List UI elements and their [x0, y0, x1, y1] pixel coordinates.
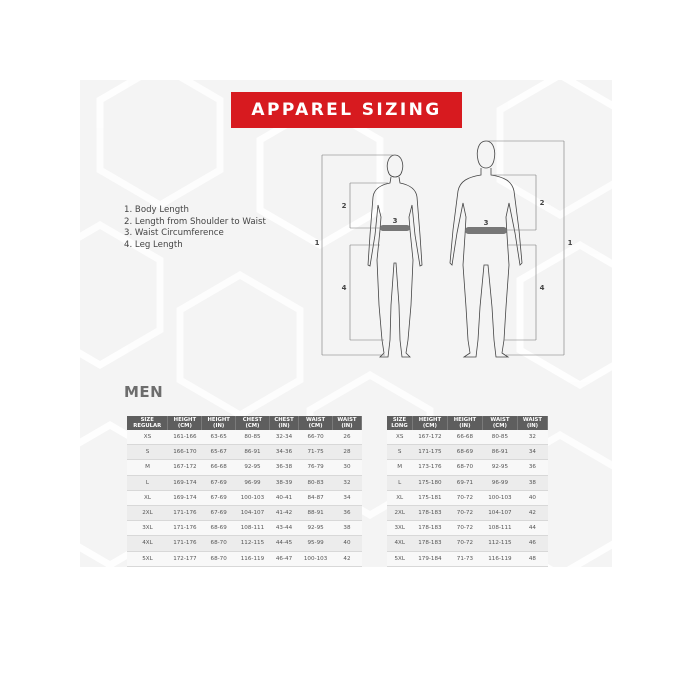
table-cell: 167-172	[168, 460, 202, 475]
size-table-long	[387, 416, 548, 567]
table-cell: 32	[517, 430, 547, 445]
table-cell: 169-174	[168, 490, 202, 505]
table-cell: 171-176	[168, 505, 202, 520]
header-row	[127, 416, 362, 430]
column-header-text: HEIGHT	[418, 417, 442, 423]
male-waist-band	[465, 227, 507, 234]
table-cell: 44	[517, 521, 547, 536]
table-cell: 36	[332, 505, 361, 520]
size-cell: 4XL	[127, 536, 168, 551]
table-cell: 84-87	[299, 490, 333, 505]
table-row	[387, 490, 548, 505]
table-cell: 178-183	[412, 505, 447, 520]
table-cell: 171-175	[412, 445, 447, 460]
table-row	[127, 430, 362, 445]
column-header-text: (IN)	[278, 423, 290, 429]
header-row	[387, 416, 548, 430]
table-cell: 104-107	[482, 505, 517, 520]
table-cell: 96-99	[236, 475, 270, 490]
column-header	[482, 416, 517, 430]
table-cell: 175-180	[412, 475, 447, 490]
table-cell: 67-69	[202, 475, 236, 490]
table-cell: 108-111	[236, 521, 270, 536]
page-title: APPAREL SIZING	[251, 100, 442, 120]
column-header	[447, 416, 482, 430]
size-cell: M	[387, 460, 412, 475]
table-cell: 71-75	[299, 445, 333, 460]
column-header-text: SIZE	[392, 417, 407, 423]
table-cell: 86-91	[236, 445, 270, 460]
table-cell: 166-170	[168, 445, 202, 460]
table-cell: 80-83	[299, 475, 333, 490]
table-cell: 66-68	[447, 430, 482, 445]
mark-4-female: 4	[341, 284, 347, 292]
table-cell: 88-91	[299, 505, 333, 520]
table-cell: 34	[517, 445, 547, 460]
column-header-text: (CM)	[177, 423, 192, 429]
column-header-text: (IN)	[459, 423, 471, 429]
size-cell: 3XL	[127, 521, 168, 536]
size-cell: S	[387, 445, 412, 460]
table-cell: 178-183	[412, 521, 447, 536]
column-header-text: SIZE	[140, 417, 154, 423]
table-cell: 36-38	[269, 460, 298, 475]
table-row	[387, 536, 548, 551]
column-header	[202, 416, 236, 430]
table-cell: 68-69	[447, 445, 482, 460]
table-cell: 38-39	[269, 475, 298, 490]
table-cell: 69-71	[447, 475, 482, 490]
table-cell: 95-99	[299, 536, 333, 551]
table-cell: 76-79	[299, 460, 333, 475]
size-cell: 5XL	[387, 551, 412, 566]
size-cell: 2XL	[127, 505, 168, 520]
table-cell: 67-69	[202, 505, 236, 520]
female-waist-band	[380, 225, 410, 231]
table-cell: 46-47	[269, 551, 298, 566]
size-cell: S	[127, 445, 168, 460]
column-header-text: WAIST	[490, 417, 510, 423]
table-row	[127, 536, 362, 551]
table-cell: 104-107	[236, 505, 270, 520]
table-cell: 96-99	[482, 475, 517, 490]
table-cell: 66-70	[299, 430, 333, 445]
table-cell: 63-65	[202, 430, 236, 445]
table-cell: 179-184	[412, 551, 447, 566]
size-cell: 4XL	[387, 536, 412, 551]
table-cell: 26	[332, 430, 361, 445]
column-header-text: CHEST	[242, 417, 263, 423]
section-label-men: MEN	[124, 383, 164, 401]
table-row	[127, 475, 362, 490]
table-cell: 34-36	[269, 445, 298, 460]
table-cell: 167-172	[412, 430, 447, 445]
table-row	[127, 460, 362, 475]
column-header-text: CHEST	[274, 417, 294, 423]
table-cell: 178-183	[412, 536, 447, 551]
female-figure	[368, 155, 422, 357]
table-cell: 67-69	[202, 490, 236, 505]
column-header-text: WAIST	[337, 417, 357, 423]
size-cell: XL	[127, 490, 168, 505]
table-cell: 32-34	[269, 430, 298, 445]
size-cell: L	[127, 475, 168, 490]
table-cell: 169-174	[168, 475, 202, 490]
table-cell: 48	[517, 551, 547, 566]
table-cell: 70-72	[447, 490, 482, 505]
column-header	[269, 416, 298, 430]
table-cell: 65-67	[202, 445, 236, 460]
column-header-text: (IN)	[213, 423, 225, 429]
table-row	[387, 445, 548, 460]
measure-guides	[322, 141, 564, 355]
table-cell: 46	[517, 536, 547, 551]
table-cell: 43-44	[269, 521, 298, 536]
table-row	[127, 521, 362, 536]
table-row	[387, 430, 548, 445]
column-header	[299, 416, 333, 430]
table-row	[387, 521, 548, 536]
table-cell: 70-72	[447, 521, 482, 536]
table-cell: 32	[332, 475, 361, 490]
legend-item: 2. Length from Shoulder to Waist	[124, 216, 266, 227]
table-cell: 42	[332, 551, 361, 566]
table-row	[127, 505, 362, 520]
column-header	[387, 416, 412, 430]
table-cell: 80-85	[482, 430, 517, 445]
table-cell: 171-176	[168, 536, 202, 551]
table-row	[127, 445, 362, 460]
measurement-legend	[124, 205, 266, 251]
table-cell: 70-72	[447, 536, 482, 551]
table-cell: 80-85	[236, 430, 270, 445]
table-cell: 92-95	[299, 521, 333, 536]
column-header	[236, 416, 270, 430]
size-cell: XL	[387, 490, 412, 505]
table-row	[387, 475, 548, 490]
size-cell: 2XL	[387, 505, 412, 520]
table-cell: 86-91	[482, 445, 517, 460]
table-cell: 68-70	[202, 551, 236, 566]
table-cell: 92-95	[236, 460, 270, 475]
table-cell: 100-103	[482, 490, 517, 505]
table-cell: 70-72	[447, 505, 482, 520]
table-row	[387, 505, 548, 520]
column-header-text: (IN)	[341, 423, 353, 429]
size-cell: 3XL	[387, 521, 412, 536]
table-row	[127, 551, 362, 566]
table-row	[127, 490, 362, 505]
table-cell: 68-70	[202, 536, 236, 551]
column-header	[412, 416, 447, 430]
mark-2-male: 2	[539, 199, 545, 207]
table-cell: 34	[332, 490, 361, 505]
legend-item: 4. Leg Length	[124, 239, 183, 250]
table-cell: 68-69	[202, 521, 236, 536]
table-cell: 40	[517, 490, 547, 505]
table-cell: 112-115	[482, 536, 517, 551]
column-header-text: (CM)	[308, 423, 323, 429]
column-header-text: HEIGHT	[173, 417, 197, 423]
column-header	[168, 416, 202, 430]
column-header-text: REGULAR	[133, 423, 162, 429]
column-header	[332, 416, 361, 430]
table-cell: 36	[517, 460, 547, 475]
column-header-text: LONG	[391, 423, 408, 429]
male-figure	[450, 141, 522, 357]
table-cell: 38	[332, 521, 361, 536]
table-cell: 92-95	[482, 460, 517, 475]
column-header-text: (IN)	[526, 423, 539, 429]
column-header	[517, 416, 547, 430]
size-cell: XS	[387, 430, 412, 445]
column-header-text: (CM)	[422, 423, 437, 429]
table-cell: 66-68	[202, 460, 236, 475]
table-cell: 172-177	[168, 551, 202, 566]
column-header-text: WAIST	[522, 417, 542, 423]
size-table-regular	[127, 416, 362, 567]
body-measurement-diagram	[300, 135, 600, 365]
table-cell: 108-111	[482, 521, 517, 536]
table-cell: 44-45	[269, 536, 298, 551]
table-cell: 71-73	[447, 551, 482, 566]
table-cell: 161-166	[168, 430, 202, 445]
title-banner	[231, 92, 462, 128]
table-cell: 41-42	[269, 505, 298, 520]
legend-item: 1. Body Length	[124, 205, 189, 215]
table-cell: 28	[332, 445, 361, 460]
table-cell: 100-103	[236, 490, 270, 505]
table-cell: 100-103	[299, 551, 333, 566]
table-cell: 40	[332, 536, 361, 551]
table-cell: 30	[332, 460, 361, 475]
table-cell: 40-41	[269, 490, 298, 505]
legend-item: 3. Waist Circumference	[124, 228, 224, 238]
table-cell: 116-119	[236, 551, 270, 566]
mark-4-male: 4	[539, 284, 545, 292]
table-row	[387, 551, 548, 566]
column-header-text: HEIGHT	[453, 417, 477, 423]
table-cell: 116-119	[482, 551, 517, 566]
column-header	[127, 416, 168, 430]
table-cell: 38	[517, 475, 547, 490]
table-cell: 171-176	[168, 521, 202, 536]
table-row	[387, 460, 548, 475]
table-cell: 112-115	[236, 536, 270, 551]
size-cell: 5XL	[127, 551, 168, 566]
column-header-text: (CM)	[245, 423, 260, 429]
table-cell: 68-70	[447, 460, 482, 475]
table-cell: 42	[517, 505, 547, 520]
column-header-text: (CM)	[492, 423, 507, 429]
mark-2-female: 2	[341, 202, 347, 210]
mark-1-male: 1	[567, 239, 573, 247]
table-cell: 175-181	[412, 490, 447, 505]
size-cell: M	[127, 460, 168, 475]
mark-1-female: 1	[314, 239, 320, 247]
size-cell: XS	[127, 430, 168, 445]
column-header-text: WAIST	[306, 417, 326, 423]
column-header-text: HEIGHT	[207, 417, 230, 423]
mark-3-male: 3	[483, 219, 489, 227]
table-cell: 173-176	[412, 460, 447, 475]
size-cell: L	[387, 475, 412, 490]
mark-3-female: 3	[392, 217, 398, 225]
